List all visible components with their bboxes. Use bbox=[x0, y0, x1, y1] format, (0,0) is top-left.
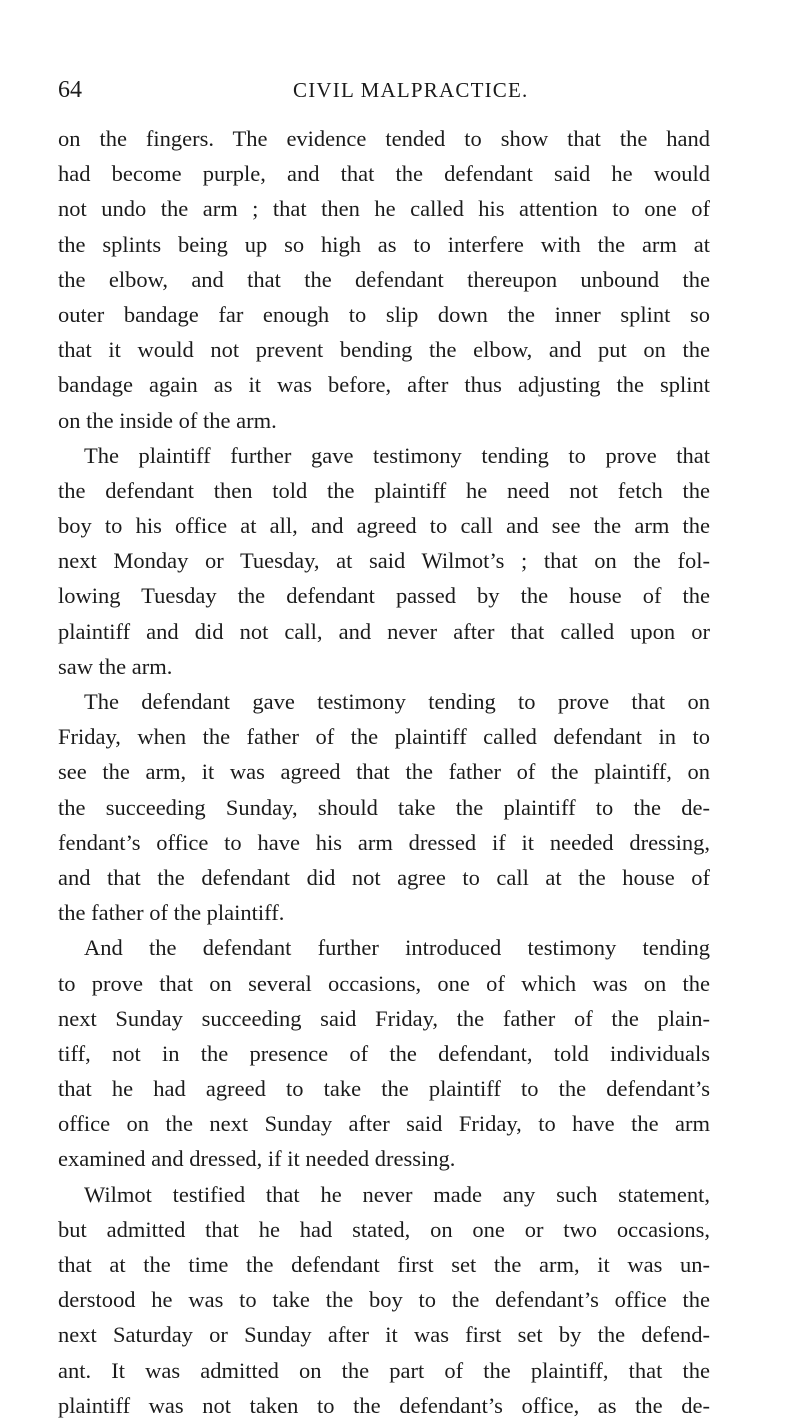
text-line: the succeeding Sunday, should take the plaintiff to the de- bbox=[58, 794, 710, 820]
page-number: 64 bbox=[58, 77, 82, 103]
text-line: that it would not prevent bending the elbow, and put on the bbox=[58, 337, 710, 363]
text-line: The defendant gave testimony tending to prove that on bbox=[84, 689, 710, 714]
text-line: that he had agreed to take the plaintiff to the defendant’s bbox=[58, 1076, 710, 1102]
text-line: plaintiff was not taken to the defendant’s office, as the de- bbox=[58, 1392, 710, 1418]
running-head: CIVIL MALPRACTICE. bbox=[293, 78, 529, 102]
text-line: the splints being up so high as to interfere with the arm at bbox=[58, 231, 710, 257]
text-line: derstood he was to take the boy to the defendant’s office the bbox=[58, 1287, 710, 1313]
text-line: next Monday or Tuesday, at said Wilmot’s ; that on the fol- bbox=[58, 548, 710, 574]
text-line: on the inside of the arm. bbox=[58, 407, 277, 433]
text-line: to prove that on several occasions, one of which was on the bbox=[58, 970, 710, 996]
text-line: but admitted that he had stated, on one or two occasions, bbox=[58, 1216, 710, 1242]
text-line: Friday, when the father of the plaintiff called defendant in to bbox=[58, 724, 710, 750]
text-line: saw the arm. bbox=[58, 653, 173, 679]
text-line: And the defendant further introduced testimony tending bbox=[84, 935, 710, 961]
text-line: the elbow, and that the defendant thereupon unbound the bbox=[58, 266, 710, 292]
text-line: examined and dressed, if it needed dressing. bbox=[58, 1146, 456, 1172]
text-line: fendant’s office to have his arm dressed if it needed dressing, bbox=[58, 829, 710, 855]
text-line: outer bandage far enough to slip down the inner splint so bbox=[58, 301, 710, 327]
body-text bbox=[58, 121, 710, 1423]
text-line: next Saturday or Sunday after it was first set by the defend- bbox=[58, 1322, 710, 1348]
text-line: had become purple, and that the defendant said he would bbox=[58, 161, 710, 187]
text-line: tiff, not in the presence of the defendant, told individuals bbox=[58, 1040, 710, 1066]
text-line: next Sunday succeeding said Friday, the father of the plain- bbox=[58, 1005, 710, 1031]
text-line: office on the next Sunday after said Friday, to have the arm bbox=[58, 1111, 710, 1137]
text-line: lowing Tuesday the defendant passed by the house of the bbox=[58, 583, 710, 609]
text-line: on the fingers. The evidence tended to show that the hand bbox=[58, 126, 710, 151]
text-line: and that the defendant did not agree to call at the house of bbox=[58, 864, 710, 890]
text-line: the father of the plaintiff. bbox=[58, 900, 285, 926]
text-line: that at the time the defendant first set the arm, it was un- bbox=[58, 1252, 710, 1277]
text-line: boy to his office at all, and agreed to call and see the arm the bbox=[58, 513, 710, 539]
text-line: see the arm, it was agreed that the father of the plaintiff, on bbox=[58, 759, 710, 785]
text-line: bandage again as it was before, after thus adjusting the splint bbox=[58, 372, 710, 398]
text-line: plaintiff and did not call, and never after that called upon or bbox=[58, 618, 710, 644]
text-line: The plaintiff further gave testimony tending to prove that bbox=[84, 442, 710, 468]
page-header bbox=[58, 75, 710, 105]
text-line: not undo the arm ; that then he called his attention to one of bbox=[58, 196, 710, 222]
text-line: ant. It was admitted on the part of the plaintiff, that the bbox=[58, 1357, 710, 1383]
text-line: the defendant then told the plaintiff he need not fetch the bbox=[58, 477, 710, 503]
text-line: Wilmot testified that he never made any such statement, bbox=[84, 1181, 710, 1207]
